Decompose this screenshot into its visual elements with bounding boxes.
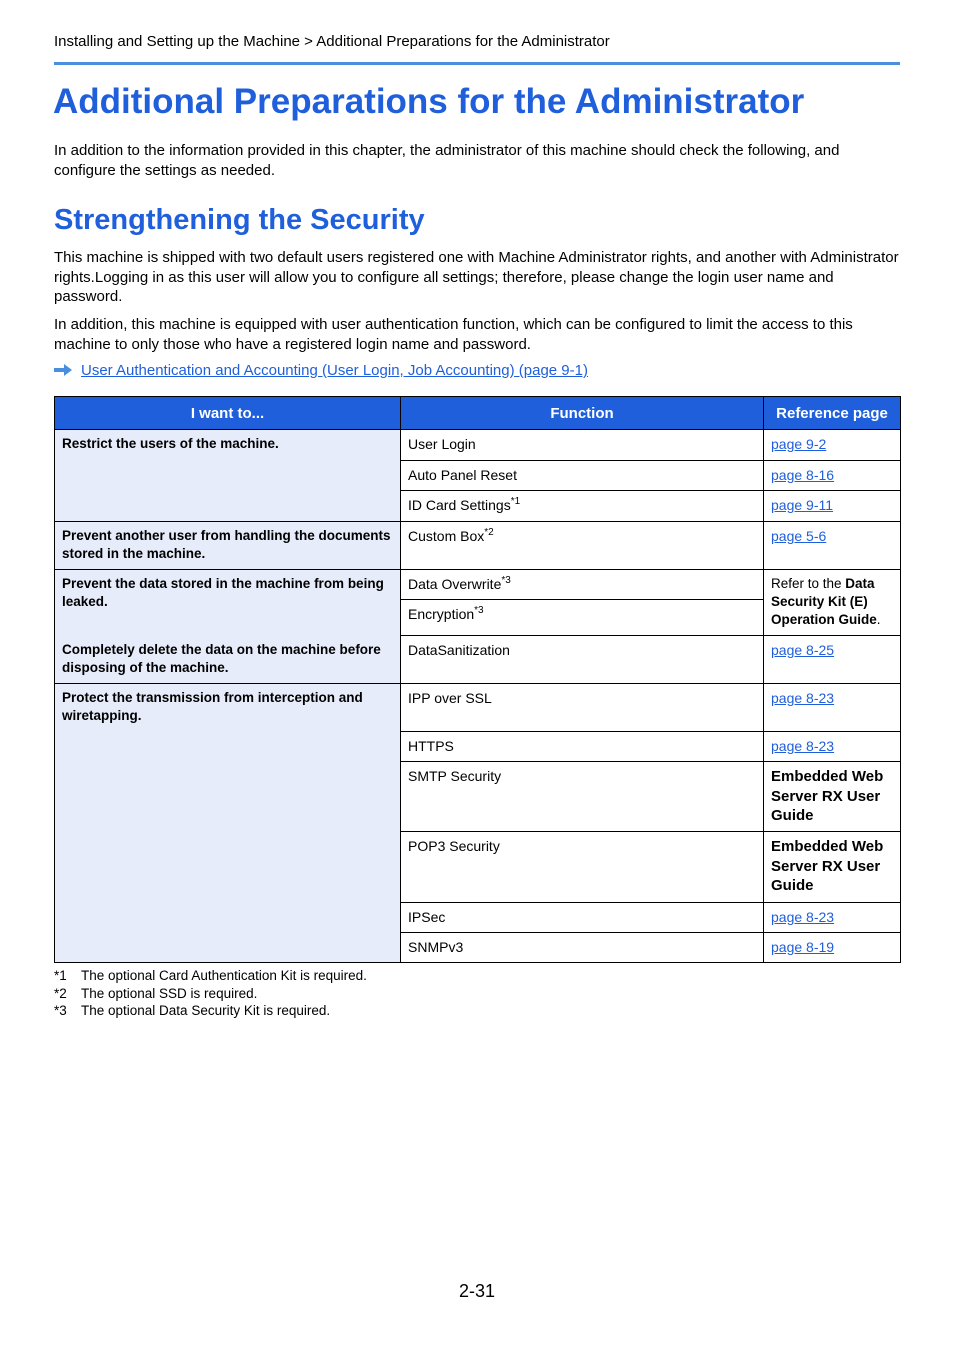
want-delete-data-text: Completely delete the data on the machine before disposing of the machine. bbox=[62, 642, 381, 675]
function-auto-panel-reset: Auto Panel Reset bbox=[401, 461, 764, 491]
table-header-row bbox=[55, 397, 901, 430]
table-row bbox=[55, 570, 901, 600]
ref-pop3-security: Embedded Web Server RX User Guide bbox=[764, 832, 901, 903]
function-user-login: User Login bbox=[401, 430, 764, 461]
ref-link-data-sanitization[interactable]: page 8-25 bbox=[771, 642, 835, 658]
footnote: *1 The optional Card Authentication Kit is required. bbox=[54, 968, 367, 983]
ref-data-security-kit: Refer to the Data Security Kit (E) Operation Guide. bbox=[764, 570, 901, 636]
want-prevent-handling: Prevent another user from handling the documents stored in the machine. bbox=[55, 522, 401, 570]
function-snmpv3: SNMPv3 bbox=[401, 933, 764, 963]
table-row bbox=[55, 684, 901, 732]
reference-line bbox=[54, 361, 588, 380]
ref-link-snmpv3[interactable]: page 8-19 bbox=[771, 939, 835, 955]
security-table bbox=[54, 396, 901, 963]
ref-smtp-security: Embedded Web Server RX User Guide bbox=[764, 762, 901, 832]
ref-link-id-card-settings[interactable]: page 9-11 bbox=[771, 497, 834, 513]
user-authentication-link[interactable]: User Authentication and Accounting (User Login, Job Accounting) (page 9-1) bbox=[81, 362, 588, 379]
function-encryption: Encryption$^{*3}$ bbox=[401, 600, 764, 636]
footnote: *3 The optional Data Security Kit is required. bbox=[54, 1003, 331, 1018]
function-ipsec: IPSec bbox=[401, 903, 764, 933]
want-protect-transmission: Protect the transmission from interception and wiretapping. bbox=[55, 684, 401, 963]
authentication-paragraph: In addition, this machine is equipped with user authentication function, which can be configured to limit the access to this machine to only those who have a registered login name and password. bbox=[54, 316, 853, 353]
function-ipp-over-ssl: IPP over SSL bbox=[401, 684, 764, 732]
default-users-paragraph: This machine is shipped with two default users registered one with Machine Administrator rights, and another with Administrator rights.Logging in as this user will allow you to configure all settings; therefore, please change the login user name and password. bbox=[54, 249, 899, 305]
footnotes bbox=[54, 967, 367, 1020]
function-data-overwrite: Data Overwrite$^{*3}$ bbox=[401, 570, 764, 600]
want-restrict-users: Restrict the users of the machine. bbox=[55, 430, 401, 522]
header-rule bbox=[54, 62, 900, 65]
page-title: Additional Preparations for the Administrator bbox=[53, 82, 805, 121]
footnote-mark: *1 bbox=[510, 496, 521, 507]
function-id-card-settings: ID Card Settings$^{*1}$ bbox=[401, 491, 764, 522]
ref-link-custom-box[interactable]: page 5-6 bbox=[771, 528, 827, 544]
header-reference-page: Reference page bbox=[764, 397, 901, 430]
ref-link-https[interactable]: page 8-23 bbox=[771, 738, 835, 754]
want-prevent-leak bbox=[55, 570, 401, 684]
want-prevent-leak-text: Prevent the data stored in the machine from being leaked. bbox=[62, 576, 384, 609]
page-number: 2-31 bbox=[458, 1281, 496, 1301]
function-smtp-security: SMTP Security bbox=[401, 762, 764, 832]
header-function: Function bbox=[401, 397, 764, 430]
ref-link-ipsec[interactable]: page 8-23 bbox=[771, 909, 835, 925]
function-https: HTTPS bbox=[401, 732, 764, 762]
section-title: Strengthening the Security bbox=[54, 204, 425, 236]
ref-link-auto-panel-reset[interactable]: page 8-16 bbox=[771, 467, 835, 483]
function-data-sanitization: DataSanitization bbox=[401, 636, 764, 684]
table-row bbox=[55, 522, 901, 570]
intro-paragraph: In addition to the information provided in this chapter, the administrator of this machine should check the following, and configure the settings as needed. bbox=[54, 142, 840, 179]
table-row bbox=[55, 430, 901, 461]
arrow-right-icon bbox=[54, 364, 72, 376]
ref-link-user-login[interactable]: page 9-2 bbox=[771, 436, 827, 452]
function-pop3-security: POP3 Security bbox=[401, 832, 764, 903]
footnote-mark: *3 bbox=[474, 605, 484, 616]
ref-link-ipp-over-ssl[interactable]: page 8-23 bbox=[771, 690, 835, 706]
footnote: *2 The optional SSD is required. bbox=[54, 985, 258, 1001]
footnote-mark: *2 bbox=[484, 527, 494, 538]
header-i-want-to: I want to... bbox=[55, 397, 401, 430]
breadcrumb: Installing and Setting up the Machine > Additional Preparations for the Administrator bbox=[54, 33, 610, 50]
footnote-mark: *3 bbox=[501, 575, 511, 586]
function-custom-box: Custom Box$^{*2}$ bbox=[401, 522, 764, 570]
